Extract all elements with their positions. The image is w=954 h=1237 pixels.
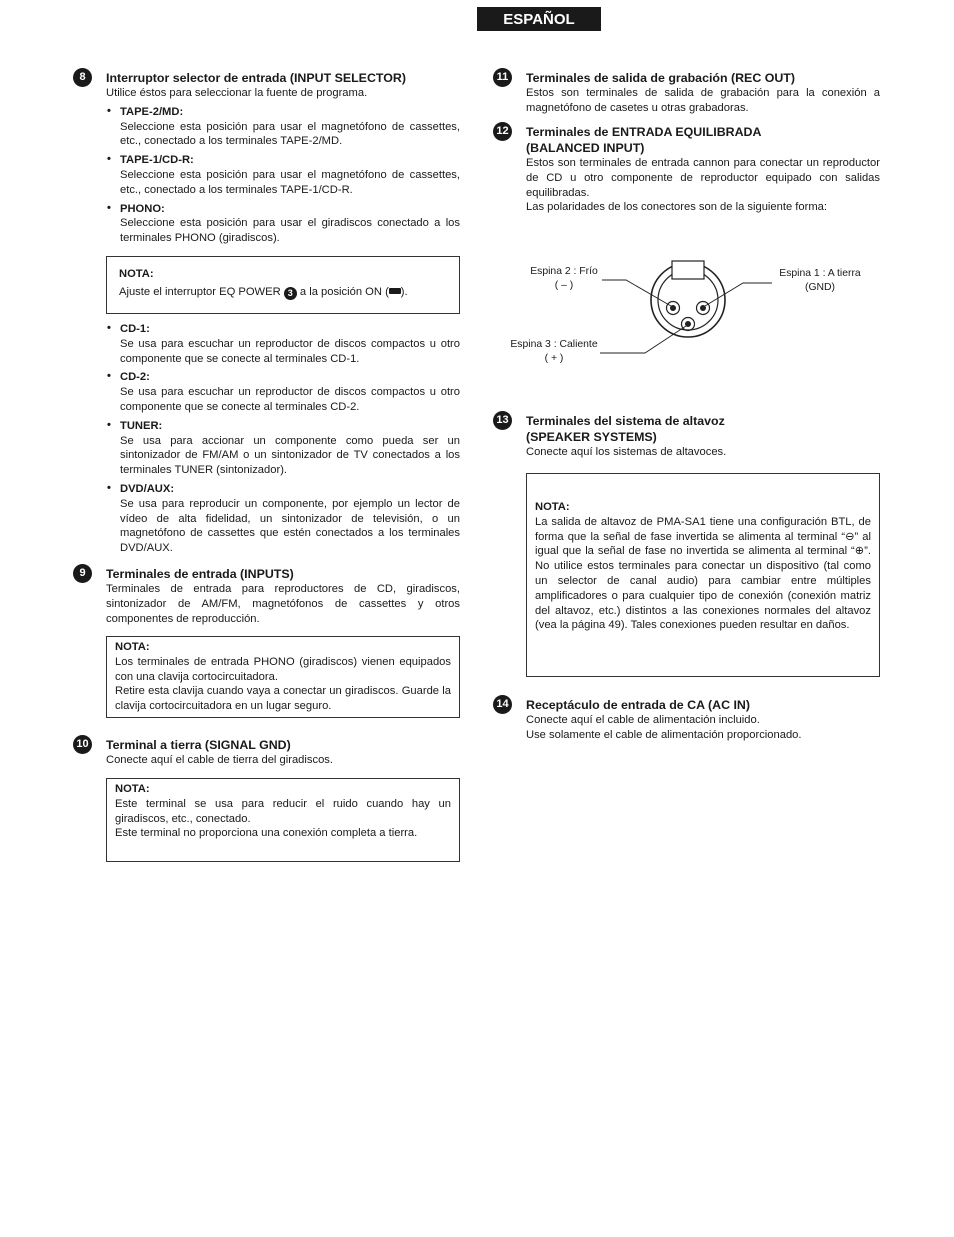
section-balanced-input xyxy=(496,124,880,215)
note-text: Retire esta clavija cuando vaya a conectar un giradiscos. Guarde la clavija cortocircuitadora en un lugar seguro. xyxy=(115,685,451,713)
section-text: Terminales de entrada para reproductores de CD, giradiscos, sintonizador de AM/FM, magnetófonos de cassettes y otros componentes de reproducción. xyxy=(106,583,460,625)
section-title: (BALANCED INPUT) xyxy=(526,141,645,155)
list-item-text: Se usa para escuchar un reproductor de discos compactos u otro componente que se conecte al terminales CD-2. xyxy=(120,386,460,413)
bullet-dot: • xyxy=(107,418,111,431)
note-title: NOTA: xyxy=(119,268,154,280)
note-title: NOTA: xyxy=(115,641,150,653)
list-item xyxy=(107,322,460,366)
section-text: Estos son terminales de salida de grabación para la conexión a magnetófono de casetes u otras grabadoras. xyxy=(526,87,880,114)
section-text: Conecte aquí el cable de alimentación incluido. xyxy=(526,714,760,726)
section-intro: Utilice éstos para seleccionar la fuente de programa. xyxy=(106,87,368,99)
language-tab: ESPAÑOL xyxy=(477,7,601,31)
section-text: Las polaridades de los conectores son de la siguiente forma: xyxy=(526,201,828,214)
section-title: Interruptor selector de entrada (INPUT SELECTOR) xyxy=(106,71,406,85)
section-text: Estos son terminales de entrada cannon para conectar un reproductor de CD u otro componente de reproductor equipado con salidas equilibradas. xyxy=(526,157,880,199)
list-item xyxy=(107,482,460,556)
list-item xyxy=(107,202,460,246)
list-item-title: PHONO: xyxy=(120,202,165,215)
section-title: Terminal a tierra (SIGNAL GND) xyxy=(106,738,291,752)
list-item-text: Se usa para accionar un componente como pueda ser un sintonizador de FM/AM o un sintonizador de TV conectados a los terminales TUNER (sintonizador). xyxy=(120,434,460,477)
section-input-selector xyxy=(79,70,460,246)
bullet-dot: • xyxy=(107,322,111,334)
section-title: Terminales del sistema de altavoz xyxy=(526,414,725,428)
xlr-connector-diagram xyxy=(500,250,880,380)
list-item-title: CD-2: xyxy=(120,371,150,384)
list-item-title: TAPE-2/MD: xyxy=(120,105,184,118)
bullet-dot: • xyxy=(107,153,111,166)
list-item-text: Se usa para reproducir un componente, por ejemplo un lector de vídeo de alta fidelidad, un sintonizador de televisión, o un magnetófono de cassettes que estén conectados a los terminales DVD/AUX. xyxy=(120,497,460,555)
note-box-eq-power xyxy=(106,256,460,314)
list-item-text: Seleccione esta posición para usar el magnetófono de cassettes, etc., conectado a los terminales TAPE-2/MD. xyxy=(120,120,460,148)
left-column-continued xyxy=(107,318,460,556)
section-title: Terminales de ENTRADA EQUILIBRADA xyxy=(526,125,762,139)
note-text-part: ). xyxy=(400,285,408,298)
switch-on-icon xyxy=(389,288,401,294)
section-ac-in xyxy=(496,697,880,743)
section-title: Receptáculo de entrada de CA (AC IN) xyxy=(526,698,750,712)
reference-number-badge: 3 xyxy=(284,287,297,300)
section-title: Terminales de salida de grabación (REC OUT) xyxy=(526,71,795,85)
section-number-badge: 11 xyxy=(493,68,512,87)
list-item-title: CD-1: xyxy=(120,323,150,335)
section-inputs xyxy=(79,566,460,626)
list-item-text: Seleccione esta posición para usar el giradiscos conectado a los terminales PHONO (giradiscos). xyxy=(120,217,460,245)
pin1-label-name: Espina 1 : A tierra xyxy=(779,268,861,279)
note-box-speaker xyxy=(526,473,880,677)
pin3-label-polarity: ( + ) xyxy=(544,353,564,364)
pin1-label-polarity: (GND) xyxy=(804,282,835,293)
pin2-label-polarity: ( – ) xyxy=(554,280,574,291)
bullet-dot: • xyxy=(107,370,111,383)
note-box-phono xyxy=(106,636,460,718)
list-item-title: DVD/AUX: xyxy=(120,482,175,495)
section-number-badge: 12 xyxy=(493,122,512,141)
section-text: Conecte aquí el cable de tierra del giradiscos. xyxy=(106,754,333,766)
note-title: NOTA: xyxy=(115,783,150,795)
pin3-label-name: Espina 3 : Caliente xyxy=(510,339,598,350)
list-item-text: Se usa para escuchar un reproductor de discos compactos u otro componente que se conecte al terminales CD-1. xyxy=(120,337,460,365)
list-item-text: Seleccione esta posición para usar el magnetófono de cassettes, etc., conectado a los terminales TAPE-1/CD-R. xyxy=(120,168,460,196)
note-text-part: Ajuste el interruptor EQ POWER xyxy=(119,285,281,298)
note-text: Este terminal se usa para reducir el ruido cuando hay un giradiscos, etc., conectado. xyxy=(115,797,451,825)
left-column xyxy=(79,70,460,246)
note-title: NOTA: xyxy=(535,501,570,513)
list-item xyxy=(107,105,460,149)
note-text: Los terminales de entrada PHONO (giradiscos) vienen equipados con una clavija cortocircuitadora. xyxy=(115,655,451,683)
pin2-label xyxy=(522,265,606,293)
section-signal-gnd xyxy=(76,737,460,768)
section-text: Use solamente el cable de alimentación proporcionado. xyxy=(526,728,802,741)
section-number-badge: 9 xyxy=(73,564,92,583)
section-number-badge: 13 xyxy=(493,411,512,430)
list-item xyxy=(107,419,460,478)
pin1-label xyxy=(770,267,870,295)
list-item xyxy=(107,153,460,197)
bullet-dot: • xyxy=(107,201,111,214)
section-number-badge: 8 xyxy=(73,68,92,87)
section-rec-out xyxy=(496,70,880,116)
note-text xyxy=(119,285,447,300)
bullet-list xyxy=(107,105,460,246)
list-item xyxy=(107,370,460,414)
section-title: (SPEAKER SYSTEMS) xyxy=(526,430,657,444)
bullet-dot: • xyxy=(107,104,111,117)
section-number-badge: 10 xyxy=(73,735,92,754)
section-speaker-systems xyxy=(496,413,880,460)
bullet-dot: • xyxy=(107,481,111,494)
note-text: La salida de altavoz de PMA-SA1 tiene una configuración BTL, de forma que la señal de fase invertida se alimenta al terminal “⊖” al igual que la señal de fase no invertida se alimenta al terminal “⊕”. No utilice estos terminales para conectar un dispositivo (tal como un selector de canal audio) para cambiar entre múltiples amplificadores o para cualquier tipo de conexión (conexión matriz del altavoz, etc.) distintos a las conexiones normales del altavoz (vea la página 49). Tales conexiones pueden resultar en daños. xyxy=(535,515,871,632)
note-box-gnd xyxy=(106,778,460,862)
section-number-badge: 14 xyxy=(493,695,512,714)
note-text-part: a la posición ON ( xyxy=(299,285,389,298)
section-text: Conecte aquí los sistemas de altavoces. xyxy=(526,446,727,458)
pin3-label xyxy=(502,338,606,366)
note-text: Este terminal no proporciona una conexión completa a tierra. xyxy=(115,827,418,840)
pin2-label-name: Espina 2 : Frío xyxy=(530,266,598,277)
section-title: Terminales de entrada (INPUTS) xyxy=(106,567,294,581)
list-item-title: TUNER: xyxy=(120,419,163,432)
list-item-title: TAPE-1/CD-R: xyxy=(120,154,194,167)
